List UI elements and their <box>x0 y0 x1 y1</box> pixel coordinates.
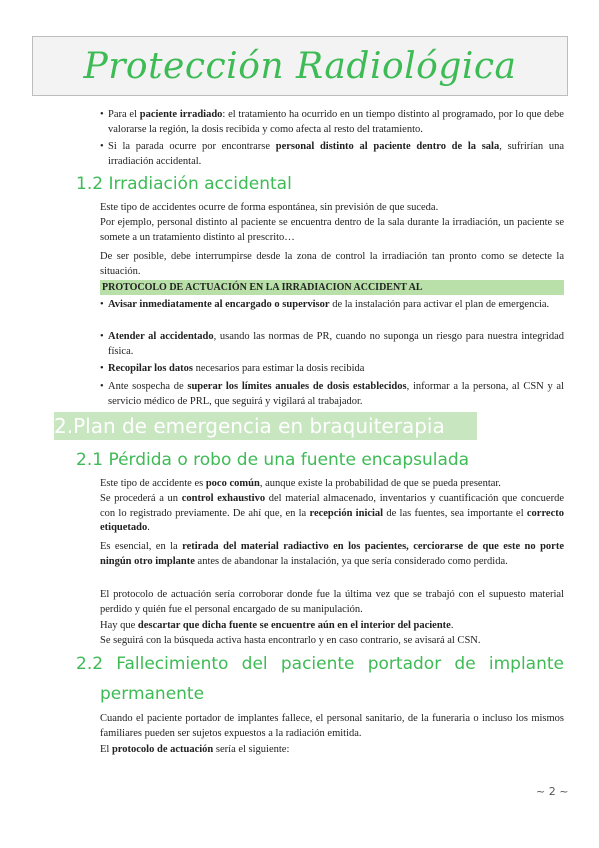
bold-text: retirada del material radiactivo en los pacientes, cerciorarse de que este no porte ningún otro implante <box>100 541 564 567</box>
bold-text: poco común <box>205 478 260 489</box>
bullet-icon: • <box>100 331 104 342</box>
bullet-icon: • <box>100 381 104 392</box>
text: antes de abandonar la instalación, ya que sería considerado como perdida. <box>194 555 508 567</box>
bold-text: descartar que dicha fuente se encuentre aún en el interior del paciente <box>137 620 451 631</box>
text: Ante sospecha de <box>108 381 188 392</box>
text: . <box>450 620 454 631</box>
page-title: Protección Radiológica <box>83 45 517 87</box>
paragraph: De ser posible, debe interrumpirse desde la zona de control la irradiación tan pronto como se detecte la situación. <box>100 251 564 277</box>
paragraph: Se seguirá con la búsqueda activa hasta encontrarlo y en caso contrario, se avisará al CSN. <box>100 635 481 646</box>
text: sería el siguiente: <box>213 744 290 755</box>
text: , informar a la persona, al CSN y al servicio médico de PRL, que seguirá y vigilará al trabajador. <box>108 381 564 407</box>
heading-2-2-line2: permanente <box>100 684 205 704</box>
paragraph: Cuando el paciente portador de implantes fallece, el personal sanitario, de la funeraria o incluso los mismos familiares pueden ser sujetos expuestos a la radiación emitida. <box>100 713 564 739</box>
bold-text: paciente irradiado <box>139 109 223 120</box>
paragraph <box>100 743 564 758</box>
list-item <box>100 108 564 137</box>
bullet-icon: • <box>100 299 104 310</box>
heading-2: 2.Plan de emergencia en braquiterapia <box>54 414 445 438</box>
heading-2-2-line1: 2.2 Fallecimiento del paciente portador de implante <box>76 654 564 674</box>
text: . <box>147 522 150 534</box>
bold-text: Recopilar los datos <box>108 363 193 374</box>
heading-2-1: 2.1 Pérdida o robo de una fuente encapsulada <box>76 450 470 470</box>
text: de la instalación para activar el plan de emergencia. <box>329 299 550 310</box>
bold-text: recepción inicial <box>309 507 384 519</box>
paragraph <box>100 477 564 492</box>
text: del material almacenado, inventarios y cuantificación que concuerde con lo registrado previamente. De ahí que, en la <box>100 493 564 519</box>
list-item <box>100 298 564 313</box>
bullet-icon: • <box>100 109 104 120</box>
text: de las fuentes, sea importante el <box>383 507 527 519</box>
paragraph: El protocolo de actuación sería corroborar donde fue la última vez que se trabajó con el supuesto material perdido y quién fue el personal encargado de su manipulación. <box>100 589 564 615</box>
text: Es esencial, en la <box>100 541 183 552</box>
list-item <box>100 330 564 359</box>
text: Este tipo de accidente es <box>100 478 206 489</box>
text: necesarios para estimar la dosis recibida <box>192 363 365 374</box>
text: Para el <box>108 109 140 120</box>
text: Si la parada ocurre por encontrarse <box>108 141 276 152</box>
bold-text: control exhaustivo <box>181 493 266 504</box>
text: Hay que <box>100 620 138 631</box>
bold-text: Atender al accidentado <box>108 331 214 342</box>
bold-text: personal distinto al paciente dentro de la sala <box>275 141 500 152</box>
paragraph <box>100 540 564 569</box>
heading-1-2: 1.2 Irradiación accidental <box>76 174 292 194</box>
bold-text: Avisar inmediatamente al encargado o supervisor <box>108 299 330 310</box>
title-box <box>32 36 568 96</box>
paragraph <box>100 492 564 536</box>
text: Se procederá a un <box>100 493 182 504</box>
bullet-icon: • <box>100 141 104 152</box>
paragraph: Por ejemplo, personal distinto al paciente se encuentra dentro de la sala durante la irradiación, un paciente se somete a un tratamiento distinto al prescrito… <box>100 217 564 243</box>
text: : el tratamiento ha ocurrido en un tiempo distinto al programado, por lo que debe valorarse la región, la dosis recibida y como afecta al resto del tratamiento. <box>108 109 564 135</box>
protocol-heading: PROTOCOLO DE ACTUACIÓN EN LA IRRADIACION ACCIDENT AL <box>102 282 423 293</box>
page-number: ~ 2 ~ <box>536 785 569 798</box>
bold-text: correcto etiquetado <box>100 507 564 534</box>
bold-text: superar los límites anuales de dosis establecidos <box>187 381 407 392</box>
list-item <box>100 362 564 377</box>
bold-text: protocolo de actuación <box>111 744 214 755</box>
paragraph: Este tipo de accidentes ocurre de forma espontánea, sin previsión de que suceda. <box>100 202 439 213</box>
text: El <box>100 744 112 755</box>
paragraph <box>100 619 564 634</box>
text: , sufrirían una irradiación accidental. <box>108 141 564 167</box>
bullet-icon: • <box>100 363 104 374</box>
list-item <box>100 380 564 409</box>
text: , usando las normas de PR, cuando no suponga un riesgo para nuestra integridad física. <box>108 331 564 357</box>
text: , aunque existe la probabilidad de que se pueda presentar. <box>259 478 501 489</box>
list-item <box>100 140 564 169</box>
